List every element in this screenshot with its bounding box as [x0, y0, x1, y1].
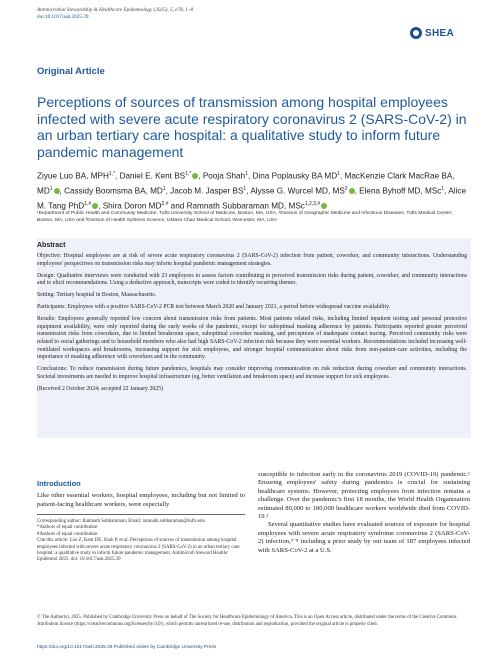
author-affiliation-marker: 1: [243, 185, 247, 192]
author-separator: ,: [198, 171, 203, 181]
page-footer-link[interactable]: https://doi.org/10.1017/ash.2025.39 Published online by Cambridge University Press: [37, 645, 217, 650]
author-separator: ,: [247, 171, 253, 181]
abstract-body: [37, 253, 467, 398]
author-separator: ,: [246, 186, 251, 196]
author-name: Daniel E. Kent BS: [119, 171, 186, 181]
footnote-divider: [37, 514, 245, 515]
intro-heading: Introduction: [37, 479, 81, 488]
author-name: Pooja Shah: [202, 171, 246, 181]
footnote-hash: #Authors of equal contribution: [37, 531, 98, 537]
author-name: Dina Poplausky BA MD: [252, 171, 338, 181]
abstract-design: Design: Qualitative interviews were conducted with 23 employees to assess factors contributing to perceived transmission risks during patient, coworker, and community interactions and to elicit recommendations. Using a deductive approach, transcripts were coded to identify recurring themes.: [37, 272, 467, 287]
abstract-setting: Setting: Tertiary hospital in Boston, Massachusetts.: [37, 292, 157, 299]
author-affiliation-marker: 1,*: [108, 171, 116, 177]
section-label: Original Article: [37, 66, 105, 77]
abstract-conclusions: Conclusions: To reduce transmission during future pandemics, hospitals may consider improving communication on risk reduction during coworker and community interactions. Societal investments are needed to improve hospital infrastructure (eg, better ventilation and breakroom space) and increase support for sick employees.: [37, 366, 467, 381]
article-title: Perceptions of sources of transmission among hospital employees infected with severe acute respiratory coronavirus 2 (SARS-CoV-2) in an urban tertiary care hospital: a qualitative study to inform future pandemic management: [37, 94, 467, 160]
author-affiliation-marker: 1: [162, 185, 166, 192]
author-affiliation-marker: 2,#: [161, 200, 169, 207]
author-name: Cassidy Boomsma BA, MD: [64, 186, 163, 196]
author-name: Alysse G. Wurcel MD, MS: [250, 186, 345, 196]
abstract-received: (Received 2 October 2024; accepted 22 January 2025): [37, 385, 164, 392]
author-separator: ,: [98, 201, 103, 211]
cite-this-article: Cite this article: Luo Z, Kent DE, Shah P, et al. Perceptions of sources of transmission among hospital employees infected with severe acute respiratory coronavirus 2 (SARS-CoV-2) in an urban tertiary care hospital: a qualitative study to inform future pandemic management. Antimicrob Steward Healthc Epidemiol 2025. doi: 10.1017/ash.2025.39: [37, 538, 240, 563]
running-header: [37, 7, 417, 21]
author-name: Ramnath Subbaraman MD, MSc: [186, 201, 305, 211]
copyright-notice: © The Author(s), 2025. Published by Cambridge University Press on behalf of The Society for Healthcare Epidemiology of America. This is an Open Access article, distributed under the terms of the Creative Commons Attribution licence (https://creativecommons.org/licenses/by/4.0/), which permits unrestricted re-use, distribution and reproduction, provided the original article is properly cited.: [37, 615, 457, 627]
abstract-objective: Objective: Hospital employees are at risk of severe acute respiratory coronavirus 2 (SARS-CoV-2) infection from patient, coworker, and community interactions. Understanding employees' perspectives on transmission risks may inform hospital pandemic management strategies.: [37, 253, 467, 267]
author-separator: ,: [59, 186, 65, 196]
author-name: Jacob M. Jasper BS: [170, 186, 244, 196]
intro-text: Like other essential workers, hospital employees, including but not limited to patient-facing healthcare workers, were especially: [37, 492, 245, 508]
author-affiliation-marker: 1,2,3,#: [304, 200, 321, 207]
author-separator: ,: [444, 186, 449, 196]
affiliations: ¹Department of Public Health and Community Medicine, Tufts University School of Medicine, Boston, MA, USA, ²Division of Geographic Medicine and Infectious Diseases, Tufts Medical Center, Boston, MA, USA and ³Division of Health Systems Science, UMass Chan Medical School, Worcester, MA, USA: [37, 211, 453, 223]
author-separator: and: [168, 201, 187, 211]
author-affiliation-marker: 1,#: [84, 200, 92, 207]
author-name: Shira Doron MD: [102, 201, 162, 211]
author-affiliation-marker: 1: [245, 171, 248, 177]
author-affiliation-marker: 2: [344, 185, 348, 192]
author-separator: ,: [354, 186, 360, 196]
journal-citation: Antimicrobial Stewardship & Healthcare Epidemiology (2025), 5, e78, 1–8: [37, 7, 194, 13]
author-separator: ,: [165, 186, 171, 196]
abstract-participants: Participants: Employees with a positive SARS-CoV-2 PCR test between March 2020 and January 2021, a period before widespread vaccine availability.: [37, 304, 391, 311]
intro-text-paragraph-2: Several quantitative studies have evaluated sources of exposure for hospital employees with severe acute respiratory syndrome coronavirus 2 (SARS-CoV-2) infection,³⁻⁸ including a prior study by our team of 187 employees infected with SARS-CoV-2 at a U.S.: [258, 521, 470, 554]
author-affiliation-marker: 1: [337, 171, 340, 177]
author-separator: ,: [339, 171, 345, 181]
author-separator: ,: [115, 171, 120, 181]
intro-text-continued: susceptible to infection early in the coronavirus 2019 (COVID-19) pandemic.¹ Ensuring employees' safety during pandemics is crucial for sustaining healthcare systems. However, protecting employees from infection remains a challenge. Over the pandemic's first 18 months, the World Health Organization estimated 80,000 to 180,000 healthcare workers worldwide died from COVID-19.²: [258, 471, 470, 521]
footnote-star: *Authors of equal contribution: [37, 525, 98, 531]
right-column: [258, 471, 470, 555]
author-name: MacKenzie Clark MacRae BA, MD: [37, 171, 455, 196]
abstract-box: [37, 238, 471, 438]
author-affiliation-marker: 1: [441, 185, 445, 192]
corresponding-author: Corresponding author: Ramnath Subbaraman; Email: ramnath.subbaraman@tufts.edu: [37, 519, 205, 524]
author-affiliation-marker: 1: [49, 185, 53, 192]
author-name: Elena Byhoff MD, MSc: [359, 186, 442, 196]
author-affiliation-marker: 1,*: [185, 171, 192, 177]
abstract-heading: Abstract: [37, 242, 66, 249]
left-column: [37, 479, 245, 564]
author-name: Alice M. Tang PhD: [37, 186, 466, 211]
author-list: [37, 168, 469, 213]
shea-logo: [410, 27, 454, 39]
doi-link[interactable]: doi:10.1017/ash.2025.39: [37, 14, 89, 20]
abstract-results: Results: Employees generally reported low concern about transmission risks from patients. Most patients related risks, including limited inpatient testing and personal protective equipment availability, were only reported during the early weeks of the pandemic, except for suboptimal masking adherence by patients. Participants reported greater perceived transmission risks from coworkers, due to limited breakroom space, suboptimal coworker masking, and perceptions of inadequate contact tracing. Perceived community risks were related to social gatherings and to household members who also had high SARS-CoV-2 infection risk because they were essential workers. Recommendations included increasing well-ventilated workspaces and breakrooms, increasing support for sick employees, and stronger hospital communication about risks from non-patient-care activities, including the importance of masking adherence with coworkers and in the community.: [37, 315, 467, 361]
orcid-icon[interactable]: [321, 203, 327, 209]
author-name: Ziyue Luo BA, MPH: [37, 171, 109, 181]
shea-logo-text: SHEA: [425, 27, 454, 39]
shea-logo-icon: [410, 27, 422, 39]
